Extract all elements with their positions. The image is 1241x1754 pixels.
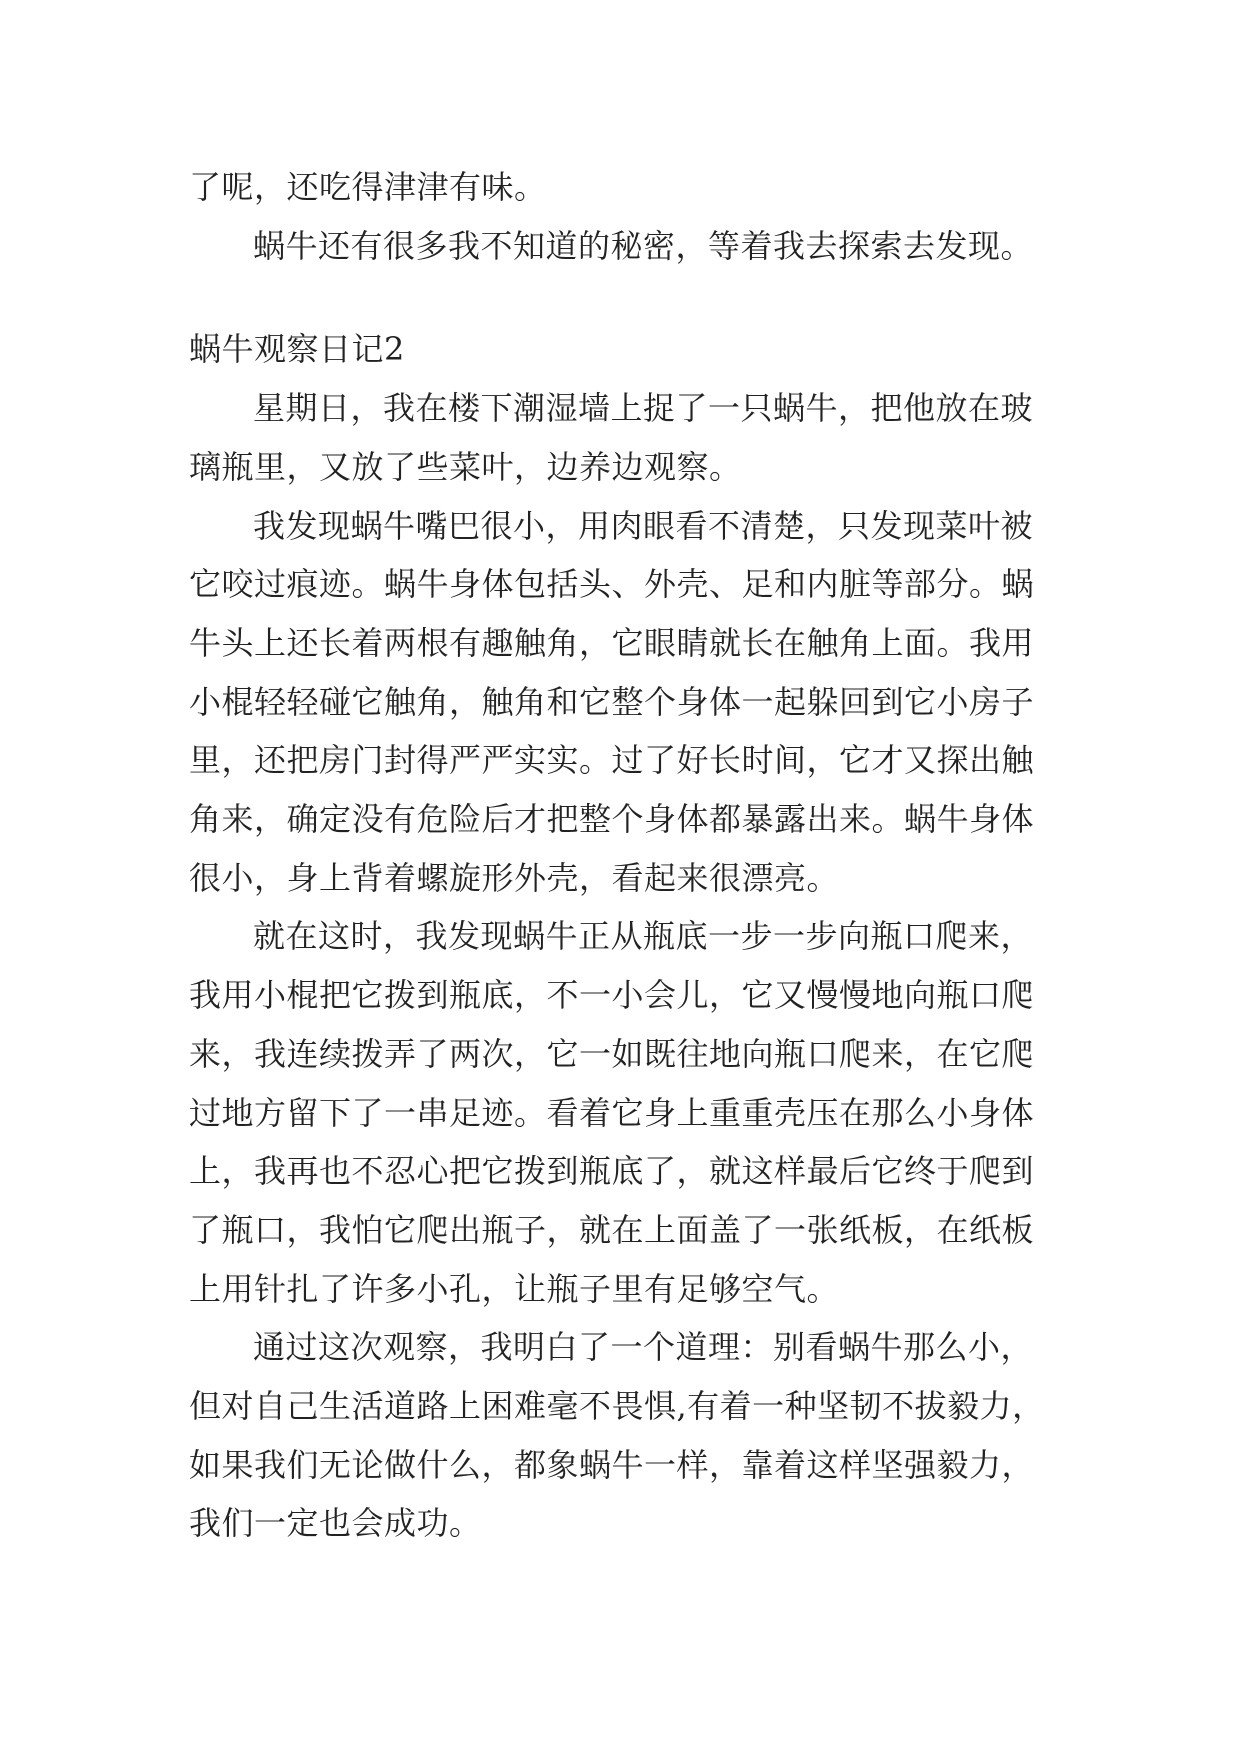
paragraph-2: 我发现蜗牛嘴巴很小，用肉眼看不清楚，只发现菜叶被 它咬过痕迹。蜗牛身体包括头、外壳、足和内脏等部分。蜗 牛头上还长着两根有趣触角，它眼睛就长在触角上面。我用 小棍轻轻碰它触角，触角和它整个身体一起躲回到它小房子 里，还把房门封得严严实实。过了好长时间，它才又探出触 角来，确定没有危险后才把整个身体都暴露出来。蜗牛身体 很小，身上背着螺旋形外壳，看起来很漂亮。 xyxy=(189,506,1035,897)
paragraph-3: 就在这时，我发现蜗牛正从瓶底一步一步向瓶口爬来， 我用小棍把它拨到瓶底，不一小会儿，它又慢慢地向瓶口爬 来，我连续拨弄了两次，它一如既往地向瓶口爬来，在它爬 过地方留下了一串足迹。看着它身上重重壳压在那么小身体 上，我再也不忍心把它拨到瓶底了，就这样最后它终于爬到 了瓶口，我怕它爬出瓶子，就在上面盖了一张纸板，在纸板 上用针扎了许多小孔，让瓶子里有足够空气。 xyxy=(189,917,1035,1308)
paragraph-continuation: 了呢，还吃得津津有味。 xyxy=(189,168,547,206)
paragraph-closing: 蜗牛还有很多我不知道的秘密，等着我去探索去发现。 xyxy=(253,226,1034,265)
paragraph-1: 星期日，我在楼下潮湿墙上捉了一只蜗牛，把他放在玻 璃瓶里，又放了些菜叶，边养边观察。 xyxy=(189,389,1034,486)
document-body xyxy=(189,158,1069,1553)
paragraph-4: 通过这次观察，我明白了一个道理：别看蜗牛那么小， 但对自己生活道路上困难毫不畏惧,有着一种坚韧不拔毅力， 如果我们无论做什么，都象蜗牛一样，靠着这样坚强毅力， 我们一定也会成功。 xyxy=(189,1328,1045,1543)
section-heading: 蜗牛观察日记2 xyxy=(189,330,405,369)
